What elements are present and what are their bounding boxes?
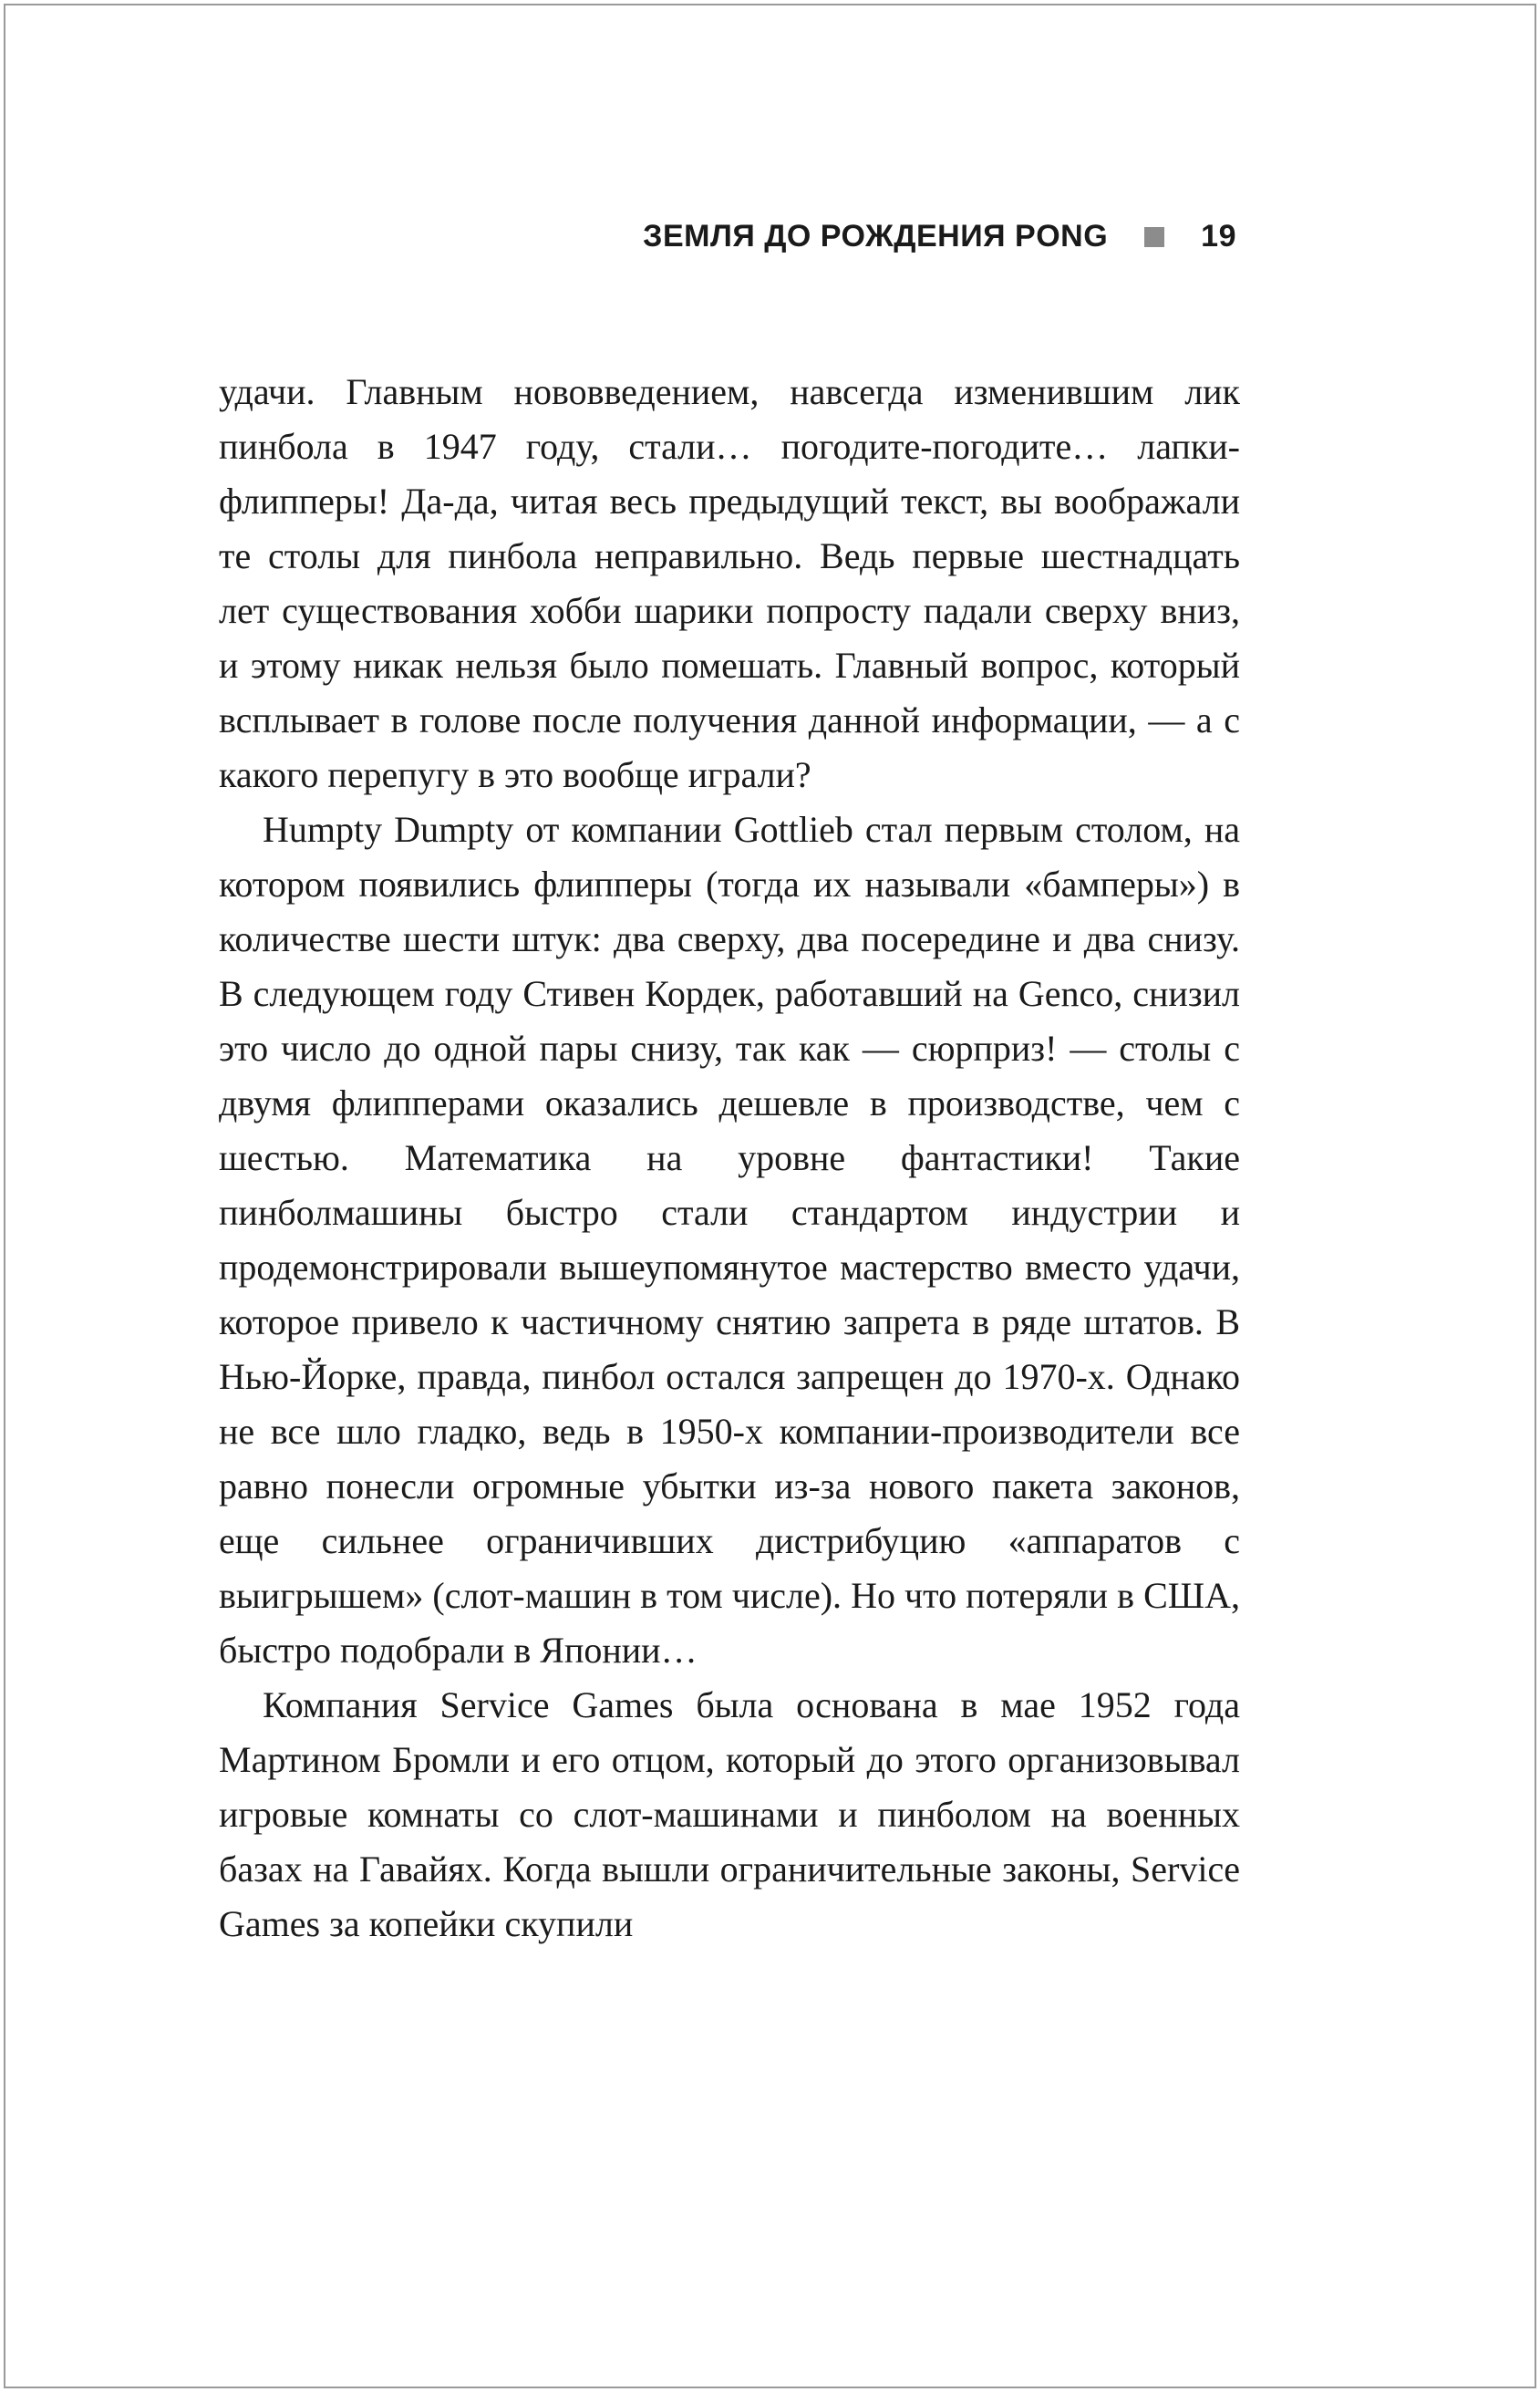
square-separator-icon [1144, 227, 1164, 247]
running-header [643, 219, 1236, 254]
chapter-title: ЗЕМЛЯ ДО РОЖДЕНИЯ PONG [643, 219, 1109, 254]
page-number: 19 [1201, 219, 1236, 254]
paragraph-2: Humpty Dumpty от компании Gottlieb стал первым столом, на котором появились флипперы (тогда их называли «бамперы») в количестве шести штук: два сверху, два посередине и два снизу. В следующем году Стивен Кордек, работавший на Genco, снизил это число до одной пары снизу, так как — сюрприз! — столы с двумя флипперами оказались дешевле в производстве, чем с шестью. Математика на уровне фантастики! Такие пинболмашины быстро стали стандартом индустрии и продемонстрировали вышеупомянутое мастерство вместо удачи, которое привело к частичному снятию запрета в ряде штатов. В Нью-Йорке, правда, пинбол остался запрещен до 1970-х. Однако не все шло гладко, ведь в 1950-х компании-производители все равно понесли огромные убытки из-за нового пакета законов, еще сильнее ограничивших дистрибуцию «аппаратов с выигрышем» (слот-машин в том числе). Но что потеряли в США, быстро подобрали в Японии… [219, 809, 1240, 1671]
paragraph-3: Компания Service Games была основана в мае 1952 года Мартином Бромли и его отцом, который до этого организовывал игровые комнаты со слот-машинами и пинболом на военных базах на Гавайях. Когда вышли ограничительные законы, Service Games за копейки скупили [219, 1684, 1240, 1944]
paragraph-1: удачи. Главным нововведением, навсегда изменившим лик пинбола в 1947 году, стали… погодите-погодите… лапки-флипперы! Да-да, читая весь предыдущий текст, вы воображали те столы для пинбола неправильно. Ведь первые шестнадцать лет существования хобби шарики попросту падали сверху вниз, и этому никак нельзя было помешать. Главный вопрос, который всплывает в голове после получения данной информации, — а с какого перепугу в это вообще играли? [219, 371, 1240, 795]
body-text [219, 365, 1240, 1952]
